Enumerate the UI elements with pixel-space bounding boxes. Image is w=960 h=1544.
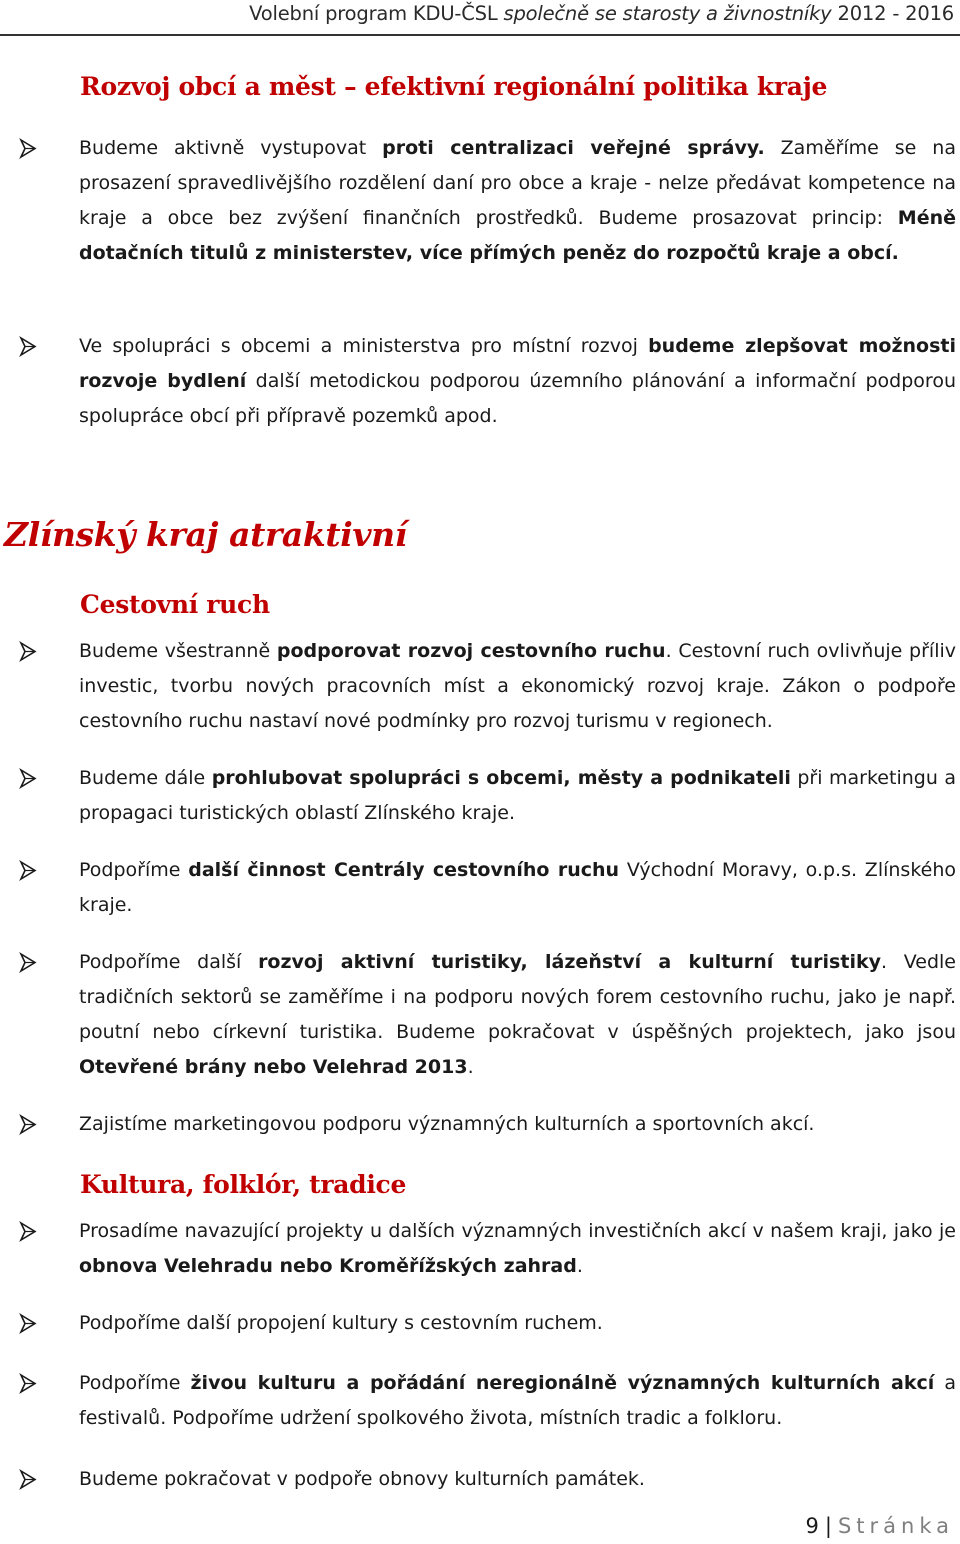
arrowhead-bullet-icon — [18, 761, 38, 796]
arrowhead-bullet-icon — [18, 945, 38, 980]
arrowhead-bullet-icon — [18, 1214, 38, 1249]
list-item — [79, 1462, 956, 1497]
bold-text: rozvoj aktivní turistiky, lázeňství a kulturní turistiky — [258, 951, 881, 973]
item-text: . Vedle tradičních sektorů se zaměříme i na podporu nových forem cestovního ruchu, jako je např. poutní nebo církevní turistika. Budeme pokračovat v úspěšných projektech, jako jsou — [79, 951, 956, 1043]
item-text: . Cestovní ruch ovlivňuje příliv investic, tvorbu nových pracovních míst a ekonomický rozvoj kraje. Zákon o podpoře cestovního ruchu nastaví nové podmínky pro rozvoj turismu v regionech. — [79, 640, 956, 732]
arrowhead-bullet-icon — [18, 131, 38, 166]
page-word: Stránka — [837, 1514, 954, 1538]
arrowhead-bullet-icon — [18, 1366, 38, 1401]
item-text: Zaměříme se na prosazení spravedlivějšího rozdělení daní pro obce a kraje - nelze předávat kompetence na kraje a obce bez zvýšení finančních prostředků. Budeme prosazovat princip: — [79, 137, 956, 229]
bold-text: další činnost Centrály cestovního ruchu — [188, 859, 620, 881]
arrowhead-bullet-icon — [18, 1462, 38, 1497]
section-heading-cestovni-ruch: Cestovní ruch — [80, 590, 270, 619]
item-text: Východní Moravy, o.p.s. Zlínského kraje. — [79, 859, 957, 916]
item-text: Budeme všestranně — [79, 640, 277, 662]
item-text: . — [467, 1056, 474, 1078]
item-text: Zajistíme marketingovou podporu významných kulturních a sportovních akcí. — [79, 1113, 815, 1135]
footer-separator: | — [824, 1514, 832, 1538]
arrowhead-bullet-icon — [18, 853, 38, 888]
item-text: další metodickou podporou územního plánování a informační podporou spolupráce obcí při přípravě pozemků apod. — [79, 370, 956, 427]
bold-text: živou kulturu a pořádání neregionálně významných kulturních akcí — [190, 1372, 935, 1394]
page-number: 9 — [805, 1514, 819, 1538]
list-item — [79, 761, 956, 831]
chapter-heading-atraktivni: Zlínský kraj atraktivní — [4, 515, 407, 554]
item-text: Podpoříme další propojení kultury s cestovním ruchem. — [79, 1312, 603, 1334]
list-item — [79, 131, 956, 271]
bold-text: proti centralizaci veřejné správy. — [382, 137, 765, 159]
header-prefix: Volební program KDU-ČSL — [249, 2, 504, 25]
list-item — [79, 1366, 956, 1436]
item-text: Budeme dále — [79, 767, 212, 789]
bold-text: budeme zlepšovat možnosti rozvoje bydlení — [79, 335, 956, 392]
list-item — [79, 1214, 956, 1284]
bold-text: prohlubovat spolupráci s obcemi, městy a podnikateli — [211, 767, 791, 789]
list-item — [79, 1107, 956, 1142]
item-text: Podpoříme — [79, 1372, 191, 1394]
arrowhead-bullet-icon — [18, 1107, 38, 1142]
arrowhead-bullet-icon — [18, 1306, 38, 1341]
list-item — [79, 329, 956, 434]
item-text: a festivalů. Podpoříme udržení spolkového života, místních tradic a folkloru. — [79, 1372, 956, 1429]
page-header — [249, 2, 954, 25]
item-text: Ve spolupráci s obcemi a ministerstva pro místní rozvoj — [79, 335, 649, 357]
section-heading-kultura: Kultura, folklór, tradice — [80, 1170, 407, 1199]
item-text: při marketingu a propagaci turistických oblastí Zlínského kraje. — [79, 767, 956, 824]
arrowhead-bullet-icon — [18, 634, 38, 669]
item-text: Budeme pokračovat v podpoře obnovy kulturních památek. — [79, 1468, 645, 1490]
page-footer — [806, 1514, 955, 1538]
list-item — [79, 945, 956, 1085]
header-divider — [0, 34, 960, 36]
list-item — [79, 853, 956, 923]
bold-text: obnova Velehradu nebo Kroměřížských zahrad — [79, 1255, 577, 1277]
item-text: Prosadíme navazující projekty u dalších významných investičních akcí v našem kraji, jako je — [79, 1220, 956, 1242]
section-heading-obce: Rozvoj obcí a měst – efektivní regionální politika kraje — [80, 72, 828, 101]
bold-text: podporovat rozvoj cestovního ruchu — [276, 640, 666, 662]
header-suffix: 2012 - 2016 — [831, 2, 954, 25]
bold-text: Méně dotačních titulů z ministerstev, více přímých peněz do rozpočtů kraje a obcí. — [79, 207, 956, 264]
arrowhead-bullet-icon — [18, 329, 38, 364]
list-item — [79, 1306, 956, 1341]
item-text: Podpoříme — [79, 859, 189, 881]
item-text: Budeme aktivně vystupovat — [79, 137, 383, 159]
item-text: . — [576, 1255, 583, 1277]
header-italic: společně se starosty a živnostníky — [503, 2, 832, 25]
list-item — [79, 634, 956, 739]
bold-text: Otevřené brány nebo Velehrad 2013 — [79, 1056, 468, 1078]
item-text: Podpoříme další — [79, 951, 259, 973]
